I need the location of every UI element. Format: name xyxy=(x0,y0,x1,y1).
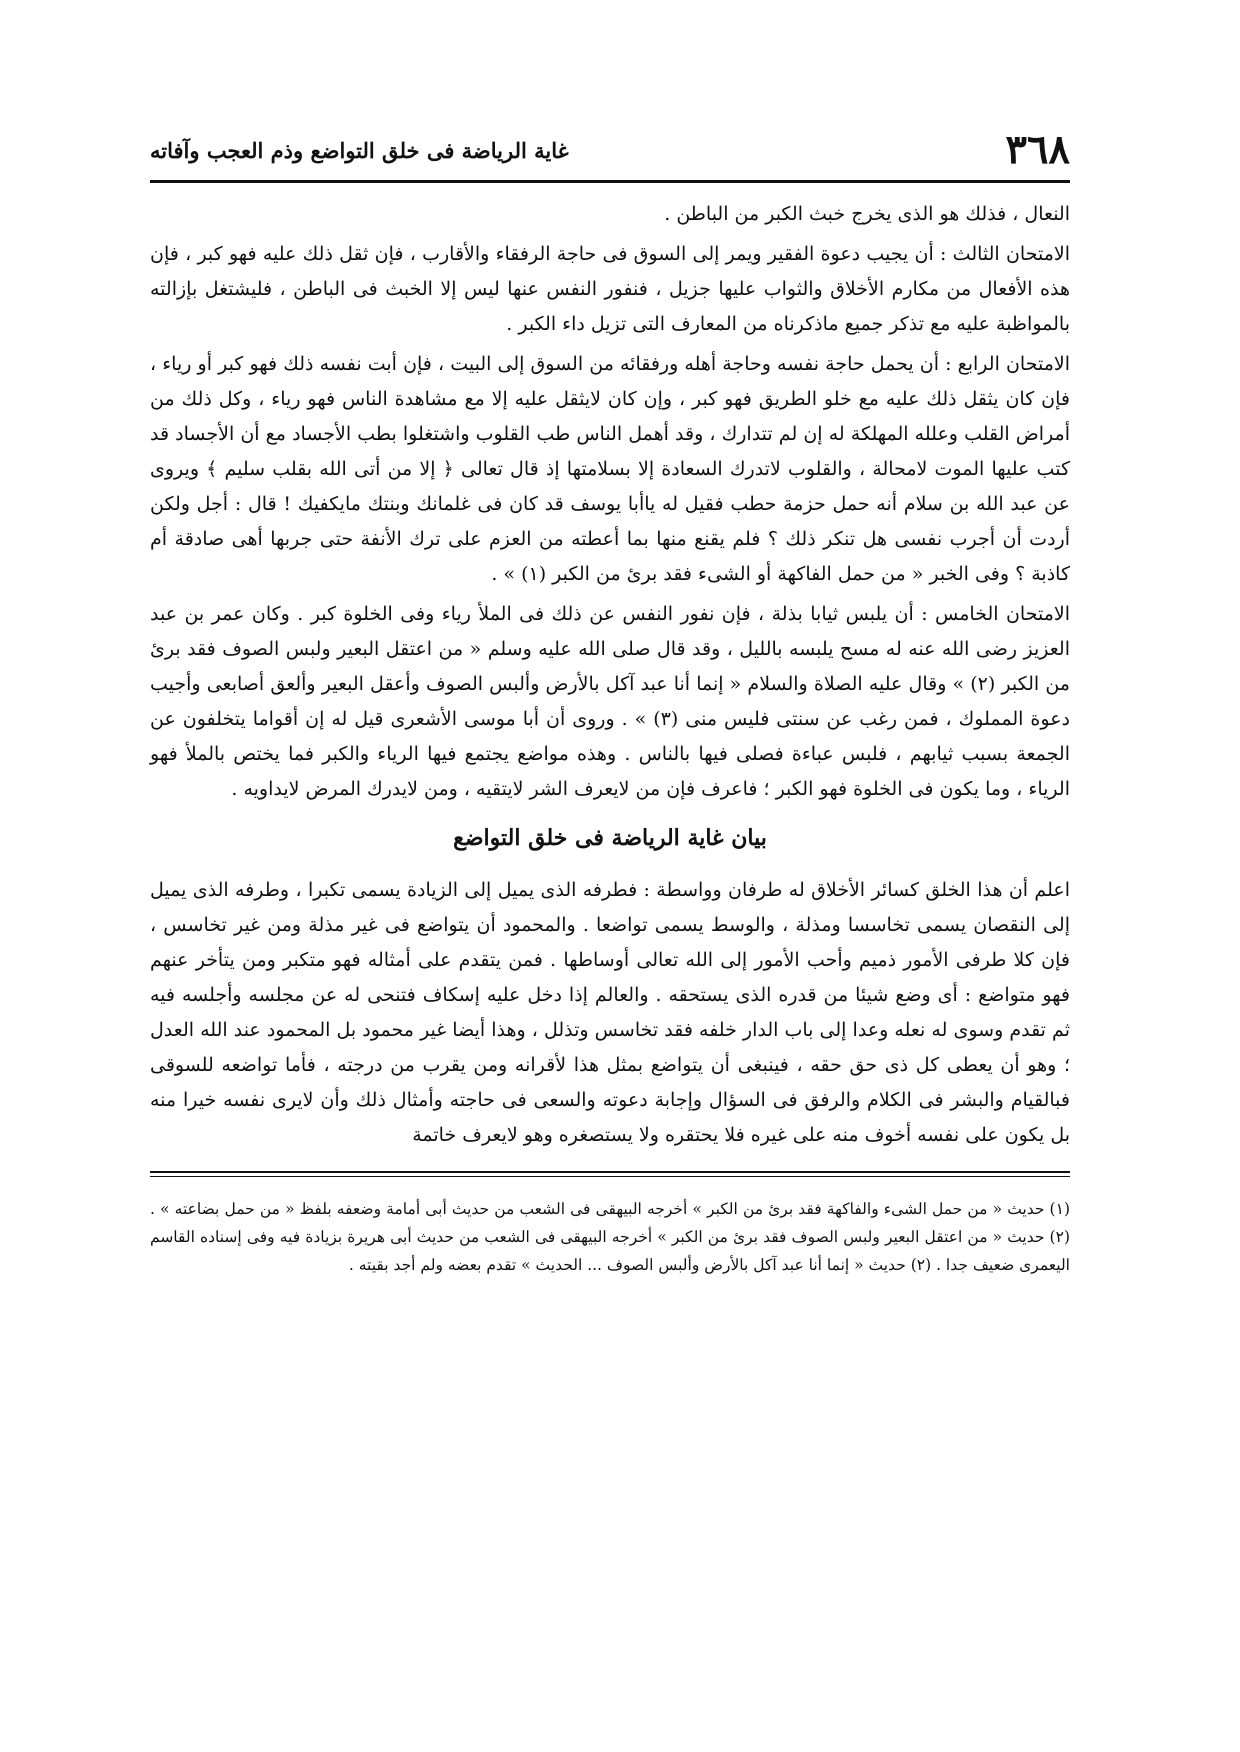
section-heading: بيان غاية الرياضة فى خلق التواضع xyxy=(453,825,767,851)
footnotes xyxy=(150,1195,1070,1279)
paragraph-1: النعال ، فذلك هو الذى يخرج خبث الكبر من الباطن . xyxy=(664,203,1070,225)
paragraph-4: الامتحان الخامس : أن يلبس ثيابا بذلة ، فإن نفور النفس عن ذلك فى الملأ رياء وفى الخلوة كبر . وكان عمر بن عبد العزيز رضى الله عنه له مسح يلبسه بالليل ، وقد قال صلى الله عليه وسلم « من اعتقل البعير ولبس الصوف فقد برئ من الكبر (٢) » وقال عليه الصلاة والسلام « إنما أنا عبد آكل بالأرض وألبس الصوف وأعقل البعير وألعق أصابعى وأجيب دعوة المملوك ، فمن رغب عن سنتى فليس منى (٣) » . وروى أن أبا موسى الأشعرى قيل له إن أقواما يتخلفون عن الجمعة بسبب ثيابهم ، فلبس عباءة فصلى فيها بالناس . وهذه مواضع يجتمع فيها الرياء والكبر فما يختص بالملأ فهو الرياء ، وما يكون فى الخلوة فهو الكبر ؛ فاعرف فإن من لايعرف الشر لايتقيه ، ومن لايدرك المرض لايداويه . xyxy=(150,603,1070,800)
page-header xyxy=(150,120,1070,183)
main-text xyxy=(150,197,1070,1153)
book-page xyxy=(150,120,1070,1680)
running-title: غاية الرياضة فى خلق التواضع وذم العجب وآفاته xyxy=(150,138,569,163)
paragraph-2: الامتحان الثالث : أن يجيب دعوة الفقير ويمر إلى السوق فى حاجة الرفقاء والأقارب ، فإن ثقل ذلك عليه فهو كبر ، فإن هذه الأفعال من مكارم الأخلاق والثواب عليها جزيل ، فنفور النفس عنها ليس إلا الخبث فى الباطن ، فليشتغل بإزالته بالمواظبة عليه مع تذكر جميع ماذكرناه من المعارف التى تزيل داء الكبر . xyxy=(150,243,1070,335)
paragraph-3: الامتحان الرابع : أن يحمل حاجة نفسه وحاجة أهله ورفقائه من السوق إلى البيت ، فإن أبت نفسه ذلك فهو كبر أو رياء ، فإن كان يثقل ذلك عليه مع خلو الطريق فهو كبر ، وإن كان لايثقل عليه إلا مع مشاهدة الناس فهو رياء ، وكل ذلك من أمراض القلب وعلله المهلكة له إن لم تتدارك ، وقد أهمل الناس طب القلوب واشتغلوا بطب الأجساد مع أن الأجساد قد كتب عليها الموت لامحالة ، والقلوب لاتدرك السعادة إلا بسلامتها إذ قال تعالى ﴿ إلا من أتى الله بقلب سليم ﴾ ويروى عن عبد الله بن سلام أنه حمل حزمة حطب فقيل له ياأبا يوسف قد كان فى غلمانك وبنتك مايكفيك ! قال : أجل ولكن أردت أن أجرب نفسى هل تنكر ذلك ؟ فلم يقنع منها بما أعطته من العزم على ترك الأنفة حتى جربها أهى صادقة أم كاذبة ؟ وفى الخبر « من حمل الفاكهة أو الشىء فقد برئ من الكبر (١) » . xyxy=(150,353,1070,585)
page-number: ٣٦٨ xyxy=(1005,126,1070,173)
footnote-block: (١) حديث « من حمل الشىء والفاكهة فقد برئ من الكبر » أخرجه البيهقى فى الشعب من حديث أبى أمامة وضعفه بلفظ « من حمل بضاعته » . (٢) حديث « من اعتقل البعير ولبس الصوف فقد برئ من الكبر » أخرجه البيهقى فى الشعب من حديث أبى هريرة بزيادة فيه وفى إسناده القاسم اليعمرى ضعيف جدا . (٢) حديث « إنما أنا عبد آكل بالأرض وألبس الصوف ... الحديث » تقدم بعضه ولم أجد بقيته . xyxy=(150,1200,1070,1274)
section-paragraph-1: اعلم أن هذا الخلق كسائر الأخلاق له طرفان وواسطة : فطرفه الذى يميل إلى الزيادة يسمى تكبرا ، وطرفه الذى يميل إلى النقصان يسمى تخاسسا ومذلة ، والوسط يسمى تواضعا . والمحمود أن يتواضع فى غير مذلة ومن غير تخاسس ، فإن كلا طرفى الأمور ذميم وأحب الأمور إلى الله تعالى أوساطها . فمن يتقدم على أمثاله فهو متكبر ومن يتأخر عنهم فهو متواضع : أى وضع شيئا من قدره الذى يستحقه . والعالم إذا دخل عليه إسكاف فتنحى له عن مجلسه وأجلسه فيه ثم تقدم وسوى له نعله وعدا إلى باب الدار خلفه فقد تخاسس وتذلل ، وهذا أيضا غير محمود بل المحمود عند الله العدل ؛ وهو أن يعطى كل ذى حق حقه ، فينبغى أن يتواضع بمثل هذا لأقرانه ومن يقرب من درجته ، فأما تواضعه للسوقى فبالقيام والبشر فى الكلام والرفق فى السؤال وإجابة دعوته والسعى فى حاجته وأمثال ذلك وأن لايرى نفسه خيرا منه بل يكون على نفسه أخوف منه على غيره فلا يحتقره ولا يستصغره وهو لايعرف خاتمة xyxy=(150,879,1070,1146)
footnote-divider xyxy=(150,1171,1070,1177)
